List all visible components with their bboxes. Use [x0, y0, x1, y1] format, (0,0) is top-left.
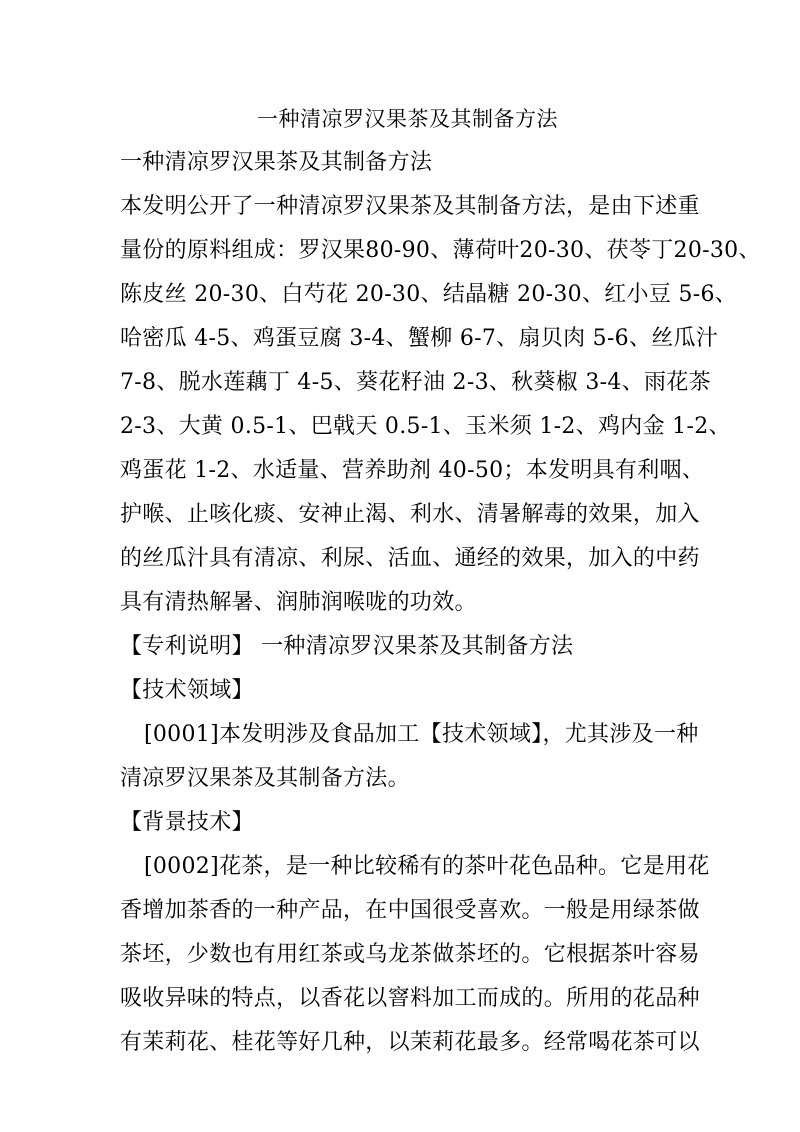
paragraph-0001-line: 清凉罗汉果茶及其制备方法。 — [120, 766, 410, 791]
abstract-line: 7-8、脱水莲藕丁 4-5、葵花籽油 2-3、秋葵椒 3-4、雨花茶 — [120, 370, 711, 395]
abstract-line: 具有清热解暑、润肺润喉咙的功效。 — [120, 590, 477, 615]
document-body — [120, 97, 761, 1065]
paragraph-0002-line: 茶坯，少数也有用红茶或乌龙茶做茶坯的。它根据茶叶容易 — [120, 942, 700, 967]
section-heading-background: 【背景技术】 — [120, 810, 254, 835]
abstract-line: 鸡蛋花 1-2、水适量、营养助剂 40-50；本发明具有利咽、 — [120, 458, 705, 483]
abstract-line: 本发明公开了一种清凉罗汉果茶及其制备方法，是由下述重 — [120, 194, 700, 219]
paragraph-0002-line: 吸收异味的特点，以香花以窨料加工而成的。所用的花品种 — [120, 986, 700, 1011]
paragraph-0001-line: [0001]本发明涉及食品加工【技术领域】，尤其涉及一种 — [144, 722, 699, 747]
abstract-line: 2-3、大黄 0.5-1、巴戟天 0.5-1、玉米须 1-2、鸡内金 1-2、 — [120, 414, 731, 439]
paragraph-0002-line: 有茉莉花、桂花等好几种，以茉莉花最多。经常喝花茶可以 — [120, 1030, 700, 1055]
paragraph-0002-line: [0002]花茶，是一种比较稀有的茶叶花色品种。它是用花 — [144, 854, 710, 879]
abstract-line: 护喉、止咳化痰、安神止渴、利水、清暑解毒的效果，加入 — [120, 502, 700, 527]
abstract-line: 量份的原料组成：罗汉果80-90、薄荷叶20-30、茯苓丁20-30、 — [120, 238, 761, 263]
section-heading-field: 【技术领域】 — [120, 678, 254, 703]
section-heading-patent: 【专利说明】 一种清凉罗汉果茶及其制备方法 — [120, 634, 574, 659]
paragraph-0002-line: 香增加茶香的一种产品，在中国很受喜欢。一般是用绿茶做 — [120, 898, 700, 923]
doc-heading: 一种清凉罗汉果茶及其制备方法 — [120, 150, 433, 175]
abstract-line: 哈密瓜 4-5、鸡蛋豆腐 3-4、蟹柳 6-7、扇贝肉 5-6、丝瓜汁 — [120, 326, 719, 351]
abstract-line: 的丝瓜汁具有清凉、利尿、活血、通经的效果，加入的中药 — [120, 546, 700, 571]
document-title: 一种清凉罗汉果茶及其制备方法 — [257, 107, 558, 131]
abstract-line: 陈皮丝 20-30、白芍花 20-30、结晶糖 20-30、红小豆 5-6、 — [120, 282, 738, 307]
